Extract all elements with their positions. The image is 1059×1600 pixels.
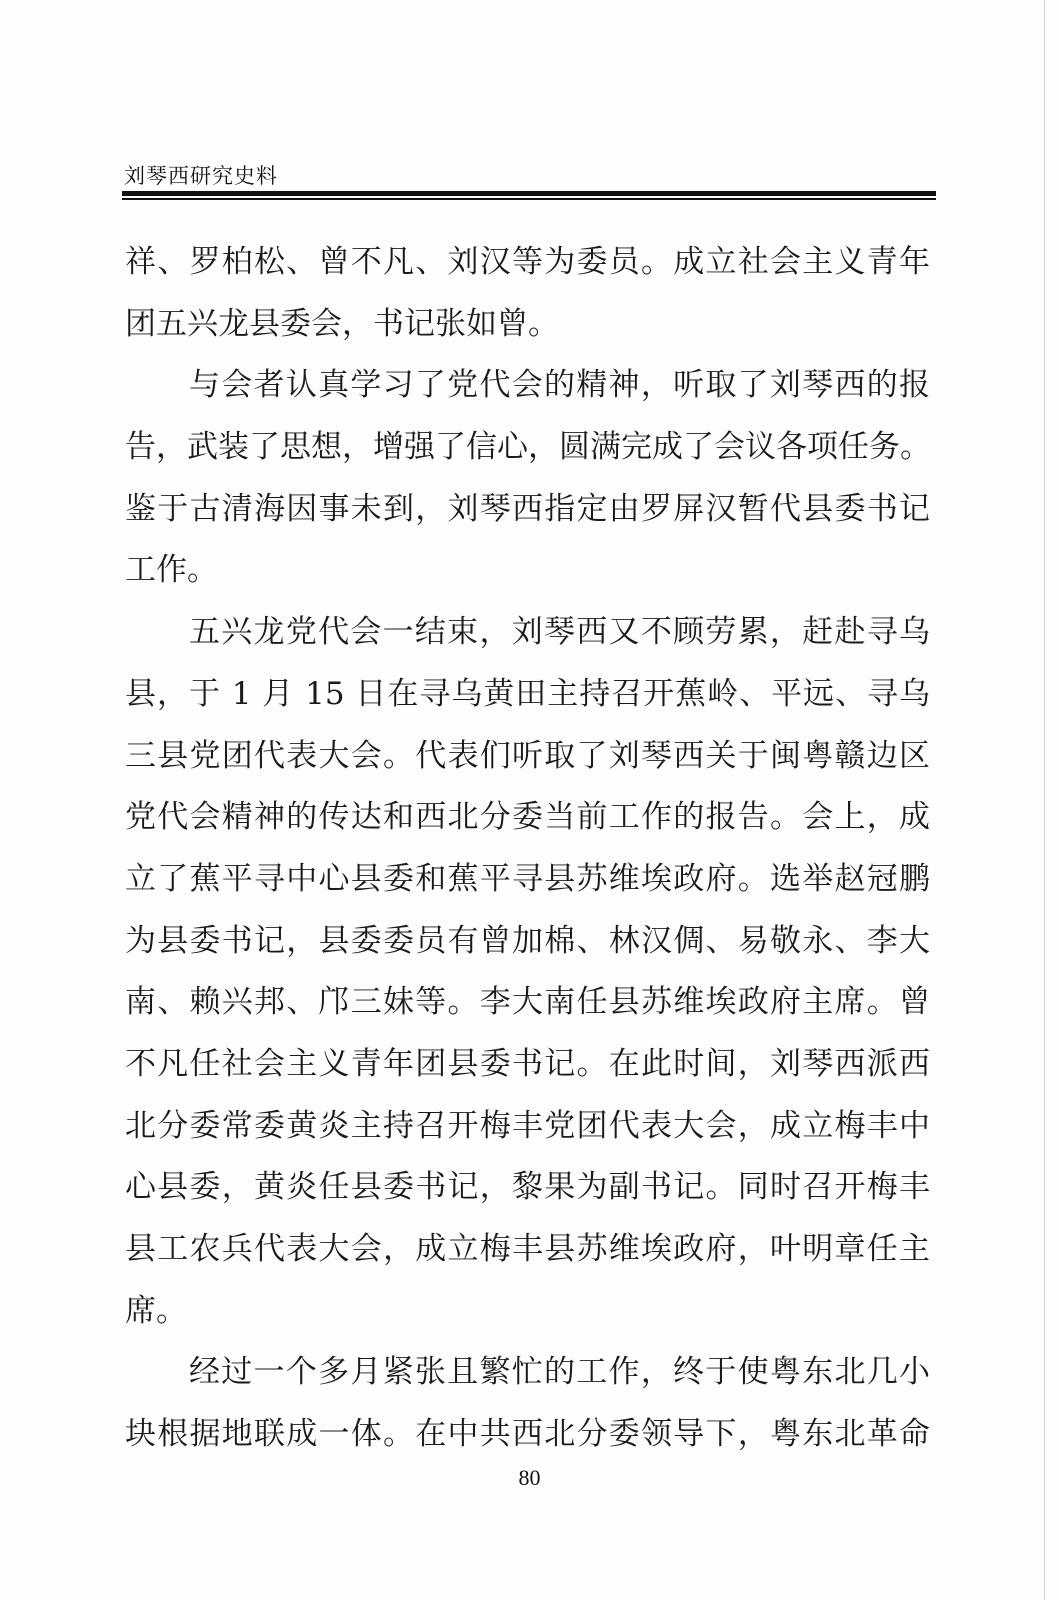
text-line: 党代会精神的传达和西北分委当前工作的报告。会上，成 xyxy=(125,799,930,836)
text-line: 县工农兵代表大会，成立梅丰县苏维埃政府，叶明章任主 xyxy=(125,1231,930,1267)
text-line: 祥、罗柏松、曾不凡、刘汉等为委员。成立社会主义青年 xyxy=(125,244,930,280)
text-line: 三县党团代表大会。代表们听取了刘琴西关于闽粤赣边区 xyxy=(125,737,930,774)
text-line: 县，于 1 月 15 日在寻乌黄田主持召开蕉岭、平远、寻乌 xyxy=(125,675,930,712)
page-number: 80 xyxy=(518,1465,541,1490)
text-line: 经过一个多月紧张且繁忙的工作，终于使粤东北几小 xyxy=(189,1354,930,1391)
header-rule-thick xyxy=(122,191,936,196)
text-line: 鉴于古清海因事未到，刘琴西指定由罗屏汉暂代县委书记 xyxy=(125,490,930,527)
text-line: 心县委，黄炎任县委书记，黎果为副书记。同时召开梅丰 xyxy=(125,1169,930,1206)
text-line: 南、赖兴邦、邝三妹等。李大南任县苏维埃政府主席。曾 xyxy=(125,984,930,1021)
text-line: 北分委常委黄炎主持召开梅丰党团代表大会，成立梅丰中 xyxy=(125,1107,930,1144)
text-line: 工作。 xyxy=(125,552,218,589)
text-line: 告，武装了思想，增强了信心，圆满完成了会议各项任务。 xyxy=(125,429,931,466)
page-edge xyxy=(1044,0,1045,1600)
header-rule-thin xyxy=(122,198,936,200)
text-line: 立了蕉平寻中心县委和蕉平寻县苏维埃政府。选举赵冠鹏 xyxy=(125,860,930,897)
text-line: 为县委书记，县委委员有曾加棉、林汉倜、易敬永、李大 xyxy=(125,922,930,959)
text-line: 五兴龙党代会一结束，刘琴西又不顾劳累，赶赴寻乌 xyxy=(189,614,930,651)
text-line: 与会者认真学习了党代会的精神，听取了刘琴西的报 xyxy=(189,367,930,404)
text-line: 不凡任社会主义青年团县委书记。在此时间，刘琴西派西 xyxy=(125,1045,930,1082)
body-text xyxy=(125,232,930,1466)
text-line: 块根据地联成一体。在中共西北分委领导下，粤东北革命 xyxy=(125,1416,930,1453)
text-line: 席。 xyxy=(125,1292,187,1329)
running-header: 刘琴西研究史料 xyxy=(124,164,278,188)
text-line: 团五兴龙县委会，书记张如曾。 xyxy=(125,305,559,342)
